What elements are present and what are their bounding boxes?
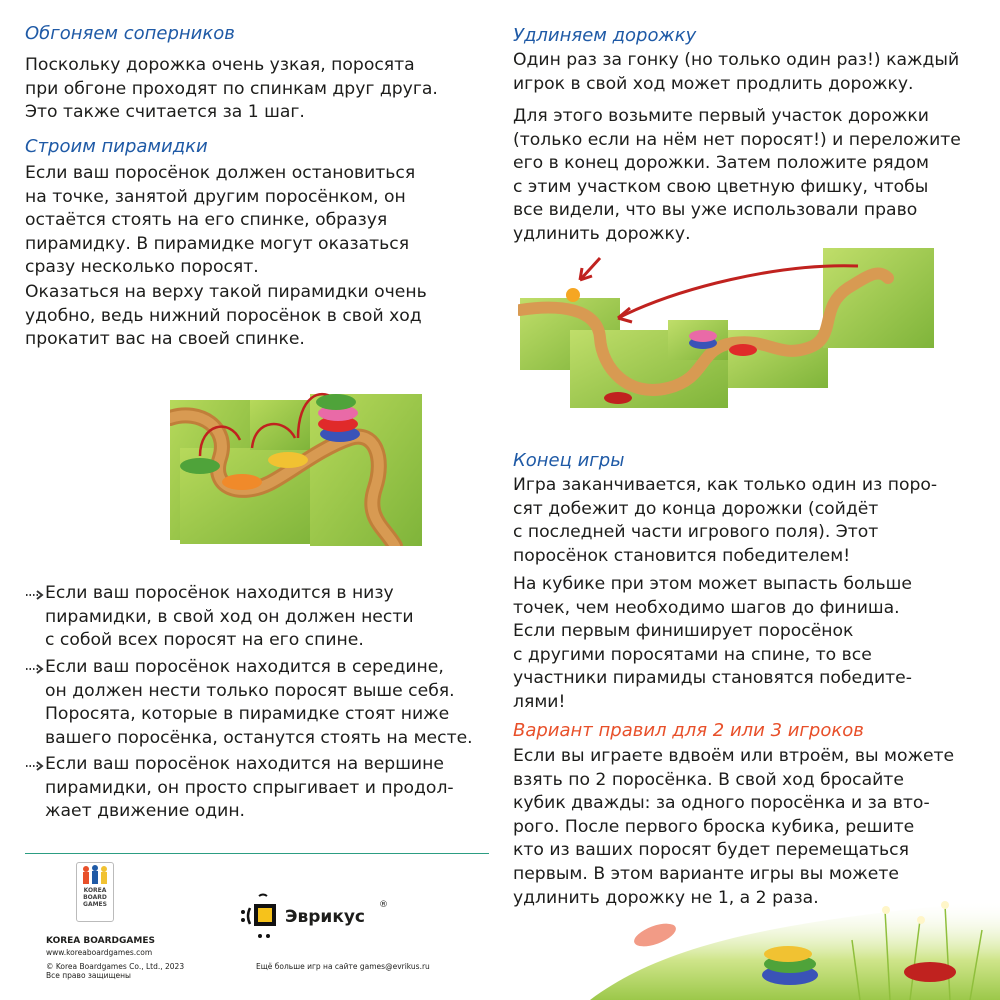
heading-variant: Вариант правил для 2 или 3 игроков <box>513 720 864 741</box>
text-line: Поскольку дорожка очень узкая, поросята <box>25 55 415 75</box>
text-line: игрок в свой ход может продлить дорожку. <box>513 73 914 94</box>
text-line: кто из ваших поросят будет перемещаться <box>513 840 909 861</box>
bullet-item <box>25 656 473 750</box>
divider <box>25 853 489 854</box>
heading-pyramids: Строим пирамидки <box>25 136 208 157</box>
text-line: кубик дважды: за одного поросёнка и за вто- <box>513 793 930 814</box>
heading-overtake: Обгоняем соперников <box>25 23 235 44</box>
text-line: Оказаться на верху такой пирамидки очень <box>25 282 427 302</box>
extend-text-1 <box>513 49 959 96</box>
text-line: На кубике при этом может выпасть больше <box>513 574 912 594</box>
pig-green <box>180 458 220 474</box>
text-line: с последней части игрового поля). Этот <box>513 522 879 543</box>
text-line: первым. В этом варианте игры вы можете <box>513 863 899 884</box>
text-line: рого. После первого броска кубика, решите <box>513 816 915 837</box>
text-line: Если ваш поросёнок находится в середине, <box>45 657 444 677</box>
text-line: все видели, что вы уже использовали право <box>513 200 918 221</box>
text-line: участники пирамиды становятся победите- <box>513 668 912 689</box>
evrikus-reg: ® <box>379 900 388 910</box>
text-line: с этим участком свою цветную фишку, чтобы <box>513 176 929 197</box>
kbg-logo-text: BOARD <box>83 894 107 901</box>
text-line: лями! <box>513 691 566 712</box>
text-line: остаётся стоять на его спинке, образуя <box>25 210 388 231</box>
text-line: пирамидки, он просто спрыгивает и продол- <box>45 777 454 798</box>
end-text-2 <box>513 573 912 715</box>
evrikus-face-icon <box>237 892 291 942</box>
heading-extend: Удлиняем дорожку <box>513 25 697 46</box>
text-line: (только если на нём нет поросят!) и переложите <box>513 129 961 150</box>
pyramids-text-1 <box>25 162 415 280</box>
kbg-company: KOREA BOARDGAMES <box>46 936 155 946</box>
text-line: Если вы играете вдвоём или втроём, вы можете <box>513 746 955 766</box>
text-line: при обгоне проходят по спинкам друг друга. <box>25 78 438 99</box>
text-line: точек, чем необходимо шагов до финиша. <box>513 597 900 618</box>
evrikus-note: Ещё больше игр на сайте games@evrikus.ru <box>256 962 430 971</box>
text-line: сят добежит до конца дорожки (сойдёт <box>513 498 879 519</box>
text-line: с собой всех поросят на его спине. <box>45 630 364 651</box>
text-line: Если ваш поросёнок находится на вершине <box>45 754 444 774</box>
end-text-1 <box>513 474 937 568</box>
text-line: поросёнок становится победителем! <box>513 545 851 566</box>
text-line: пирамидку. В пирамидке могут оказаться <box>25 233 410 254</box>
heading-end: Конец игры <box>513 450 625 471</box>
kbg-website[interactable]: www.koreaboardgames.com <box>46 948 153 957</box>
evrikus-logo <box>237 892 397 942</box>
dotted-arrow-icon <box>25 663 45 675</box>
overtake-text <box>25 54 438 125</box>
extend-illustration <box>518 248 936 408</box>
text-line: взять по 2 поросёнка. В свой ход бросайте <box>513 769 904 790</box>
player-token <box>566 288 580 302</box>
bullet-item <box>25 582 414 653</box>
evrikus-name: Эврикус <box>285 907 366 927</box>
text-line: Один раз за гонку (но только один раз!) каждый <box>513 50 960 70</box>
text-line: Если первым финиширует поросёнок <box>513 621 854 642</box>
pig-yellow <box>268 452 308 468</box>
text-line: вашего поросёнка, останутся стоять на месте. <box>45 727 473 748</box>
text-line: Если ваш поросёнок должен остановиться <box>25 163 416 183</box>
bullet-item <box>25 753 454 824</box>
pig-orange <box>222 474 262 490</box>
text-line: Если ваш поросёнок находится в низу <box>45 583 394 603</box>
pyramids-text-2 <box>25 281 427 352</box>
text-line: на точке, занятой другим поросёнком, он <box>25 186 406 207</box>
text-line: Поросята, которые в пирамидке стоят ниже <box>45 704 450 725</box>
kbg-logo-text: GAMES <box>83 901 107 908</box>
extend-arrows <box>580 258 858 322</box>
text-line: его в конец дорожки. Затем положите рядом <box>513 153 929 174</box>
text-line: прокатит вас на своей спинке. <box>25 329 305 350</box>
pig-stack <box>316 394 360 442</box>
text-line: Это также считается за 1 шаг. <box>25 102 305 123</box>
text-line: пирамидки, в свой ход он должен нести <box>45 606 414 627</box>
kbg-logo-text: KOREA <box>83 887 107 894</box>
text-line: удобно, ведь нижний поросёнок в свой ход <box>25 305 422 326</box>
meeples-icon <box>77 863 113 887</box>
kbg-copyright: © Korea Boardgames Co., Ltd., 2023 <box>46 962 185 971</box>
extend-text-2 <box>513 105 961 247</box>
text-line: с другими поросятами на спине, то все <box>513 644 872 665</box>
text-line: удлинить дорожку не 1, а 2 раза. <box>513 887 819 908</box>
text-line: Для этого возьмите первый участок дорожки <box>513 106 929 126</box>
text-line: Игра заканчивается, как только один из поро- <box>513 475 938 495</box>
kbg-rights: Все право защищены <box>46 971 131 980</box>
kbg-logo <box>76 862 114 922</box>
dotted-arrow-icon <box>25 589 45 601</box>
meadow-decoration <box>590 880 1000 1000</box>
text-line: сразу несколько поросят. <box>25 257 259 278</box>
pyramid-illustration <box>170 378 422 546</box>
pig-jumping <box>631 919 679 951</box>
text-line: жает движение один. <box>45 801 246 822</box>
dotted-arrow-icon <box>25 760 45 772</box>
text-line: он должен нести только поросят выше себя. <box>45 680 455 701</box>
text-line: удлинить дорожку. <box>513 223 691 244</box>
